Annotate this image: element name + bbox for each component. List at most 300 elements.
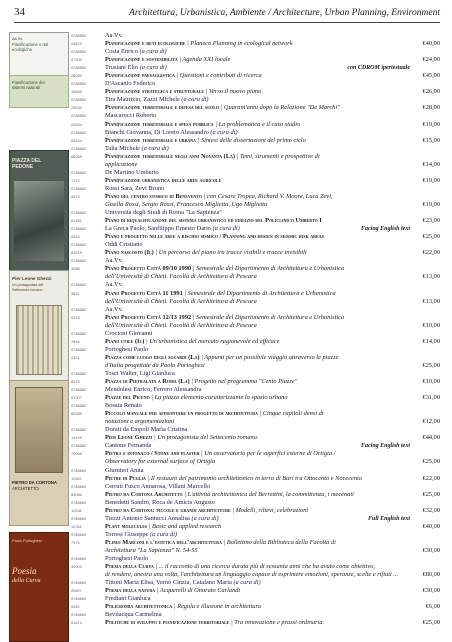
author-name: Portoghesi Paolo (105, 555, 149, 563)
isbn-code: 3268 (71, 266, 80, 272)
isbn-code: 9352 (71, 604, 80, 610)
isbn-code: 7646 (71, 338, 80, 344)
author-line (71, 611, 440, 619)
cover-text: Un protagonista del (12, 283, 44, 287)
book-title[interactable]: Piccolo manuale per affrontare un progetto di architettura (105, 410, 258, 418)
isbn-code: 9788882 (71, 596, 87, 602)
author-name: Tiezzi Antonio Santucci Annalisa (105, 514, 190, 522)
continuation-line (71, 458, 440, 466)
author-name: Tira Maurizio, Zazzi Michele (105, 96, 180, 104)
title-line (71, 121, 440, 129)
title-line (71, 249, 440, 257)
cover-text: PIETRO DA CORTONA (12, 480, 57, 485)
author-line (71, 209, 440, 217)
book-title[interactable]: Pianificazione e sostenibilità (105, 56, 178, 64)
book-subtitle: | Semestrale del Dipartimento di Architettura e Urbanistica (182, 289, 336, 297)
price: €80,00 (422, 571, 440, 579)
author-name: Aa.Vv. (105, 305, 123, 313)
title-line (71, 563, 440, 571)
price: €31,00 (422, 394, 440, 402)
title-line (71, 217, 440, 225)
isbn-code: 82085 (71, 411, 82, 417)
title-line (71, 354, 440, 362)
book-subtitle: | Un'urbanistica del mercato ragionevole ed efficace (144, 337, 280, 345)
book-title[interactable]: Policromia architettonica (105, 603, 173, 611)
title-line (71, 153, 440, 161)
continuation-line (71, 273, 440, 281)
book-subtitle: | Questioni e contributi di ricerca (174, 72, 262, 80)
author-line (71, 531, 440, 539)
author-line (71, 306, 440, 314)
continuation-line (71, 418, 440, 426)
isbn-code: 2351 (71, 354, 80, 360)
book-subtitle: | La problematica e il caso studio (213, 120, 301, 128)
editor-note: (a cura di) (148, 530, 178, 538)
isbn-code: 11784 (71, 523, 82, 529)
book-subtitle: | Sintesi delle dissertazioni del primo ciclo (196, 136, 306, 144)
book-subtitle: | Un protagonista del Settecento romano (152, 434, 257, 442)
author-name: Trusiani Elio (105, 64, 139, 72)
price: €19,00 (422, 176, 440, 184)
book-title[interactable]: Poesia della Curva (105, 563, 154, 571)
author-line (71, 48, 440, 56)
author-name: Portoghesi Paolo (105, 345, 149, 353)
price: €19,00 (422, 120, 440, 128)
continuation-line (71, 571, 440, 579)
isbn-code: 25634 (71, 105, 82, 111)
title-line (71, 56, 440, 64)
book-title[interactable]: Piano Progetto Città 09/10 1990 (105, 265, 192, 273)
book-subtitle-continued: dell'Università di Chieti. Facoltà di Architettura di Pescara (105, 321, 257, 329)
isbn-code: 9788882 (71, 145, 87, 151)
isbn-code: 9788882 (71, 113, 87, 119)
edition-note: Facing English text (360, 226, 410, 233)
author-line (71, 241, 440, 249)
author-name: Oddi Cristiano (105, 241, 143, 249)
author-line (71, 467, 440, 475)
continuation-line (71, 322, 440, 330)
price: €26,00 (422, 88, 440, 96)
cover-text: Settecento romano (12, 288, 43, 292)
price: €13,00 (422, 297, 440, 305)
book-title[interactable]: Pietro da Cortona Architetto (105, 490, 183, 498)
title-line (71, 539, 440, 547)
book-title[interactable]: Piano e progetto nelle aree a rischio sismico / Planning and design in seismic risk areas (105, 233, 324, 241)
book-title[interactable]: Piazza come luogo degli sguardi (La) (105, 353, 200, 361)
isbn-code: 15696 (71, 89, 82, 95)
editor-note: (a cura di) (189, 514, 219, 522)
price: €30,00 (422, 547, 440, 554)
price: €12,00 (422, 418, 440, 426)
author-line (71, 555, 440, 563)
author-name: Rossi Sara, Zevi Bruno (105, 184, 165, 192)
cover-poesia-della-curva[interactable] (9, 532, 69, 642)
cover-pietro-da-cortona[interactable] (9, 380, 69, 526)
title-line (71, 290, 440, 298)
price: €32,00 (422, 506, 440, 514)
cover-text: Aa.Vv. (12, 37, 23, 41)
author-line (71, 64, 440, 72)
continuation-line (71, 298, 440, 306)
isbn-code: 39003 (71, 564, 82, 570)
book-subtitle: | Agenda XXI locale (177, 56, 231, 64)
author-name: Aa.Vv. (105, 257, 123, 265)
cover-text: Pianificazione dei (12, 80, 45, 85)
book-title[interactable]: Pianificazione territoriale negli anni Novanta (La) (105, 152, 235, 160)
editor-note: (a cura di) (231, 579, 261, 587)
book-subtitle: | con Cesare Tropea, Richard V. Moore, Luca Zevi, (202, 192, 333, 200)
cover-pier-leone-ghezzi[interactable] (9, 270, 69, 382)
author-line (71, 185, 440, 193)
author-name: Giurnieri Anita (105, 466, 144, 474)
cover-text: ecologiche (12, 47, 33, 52)
price: €19,00 (422, 200, 440, 208)
title-line (71, 434, 440, 442)
cover-photo (14, 181, 64, 261)
book-subtitle: | Appunti per un possibile viaggio attraverso le piazze (199, 353, 339, 361)
author-line (71, 281, 440, 289)
book-title[interactable]: Pianificazione territoriale e difesa del suolo (105, 104, 219, 112)
isbn-code: 9788882 (71, 242, 87, 248)
isbn-code: 28090 (71, 73, 82, 79)
title-line (71, 394, 440, 402)
title-line (71, 410, 440, 418)
isbn-code: 04872 (71, 41, 82, 47)
book-title[interactable]: Pier Leone Ghezzi (105, 434, 153, 442)
book-subtitle: | ... il racconto di una ricerca durata più di sessanta anni che ha avuto come obiettivo, (153, 563, 375, 571)
book-title[interactable]: Piazza di Pietralata a Roma (La) (105, 378, 190, 386)
title-line (71, 72, 440, 80)
price: €23,00 (422, 217, 440, 225)
isbn-code: 9788882 (71, 612, 87, 618)
price: €24,00 (422, 56, 440, 64)
price: €10,00 (422, 321, 440, 329)
book-subtitle: | Modelli, rilievi, celebrazioni (230, 506, 309, 514)
isbn-code: 75006 (71, 451, 82, 457)
price: €30,00 (422, 587, 440, 595)
isbn-code: 9788882 (71, 33, 87, 38)
cover-text: PEDONE (12, 164, 34, 170)
author-line (71, 442, 440, 450)
book-title[interactable]: Piano del centro storico di Benevento (105, 192, 203, 200)
book-subtitle: | Cinque capitoli densi di (257, 410, 324, 418)
author-name: Bianchi Giovanna, Di Loreto Alessandro (105, 128, 209, 136)
title-line (71, 619, 440, 627)
isbn-code: 9788882 (71, 97, 87, 103)
author-line (71, 145, 440, 153)
book-title[interactable]: Pianificazione territoriale e spesa pubblica (105, 120, 214, 128)
isbn-code: 9788882 (71, 531, 87, 537)
isbn-code: 11038 (71, 507, 82, 513)
isbn-code: 9788882 (71, 169, 87, 175)
author-line (71, 330, 440, 338)
book-subtitle: | La piazza elemento caratterizzante lo spazio urbano (149, 394, 288, 402)
isbn-code: 8476 (71, 379, 80, 385)
price: €22,00 (422, 249, 440, 257)
price: €25,00 (422, 619, 440, 627)
author-name: De Martino Umberto (105, 168, 159, 176)
isbn-code: 9788882 (71, 443, 87, 449)
book-title[interactable]: Politiche di sviluppo e pianificazione territoriale (105, 619, 230, 627)
book-subtitle-continued: dell'Università di Chieti. Facoltà di Architettura di Pescara (105, 273, 257, 281)
price: €25,00 (422, 361, 440, 369)
isbn-code: 9788882 (71, 483, 87, 489)
title-line (71, 491, 440, 499)
continuation-line (71, 547, 440, 555)
author-line (71, 595, 440, 603)
book-subtitle-continued: d'Italia progettate da Paolo Portoghesi (105, 361, 205, 369)
book-title[interactable]: Plinio Marconi e l'estetica dell'architettura (105, 538, 222, 546)
isbn-code: 9788882 (71, 185, 87, 191)
price: €22,00 (422, 474, 440, 482)
isbn-code: 9788882 (71, 556, 87, 562)
book-subtitle-continued: notazioni e argomentazioni (105, 418, 175, 426)
book-title[interactable]: Plant molecules (105, 522, 148, 530)
cover-pianificazione-sostenibilita[interactable] (9, 75, 69, 108)
book-subtitle-continued: Gisella Rossi, Sergio Rossi, Francesco Miglietta, Ugo Miglietta (105, 200, 268, 208)
book-title[interactable]: Pietre di Puglia (105, 474, 146, 482)
book-title[interactable]: Poesia della natura (105, 587, 156, 595)
author-line (71, 515, 440, 523)
isbn-code: 9788882 (71, 81, 87, 87)
page-header (14, 6, 440, 22)
page-number: 34 (14, 6, 25, 18)
author-line (71, 225, 440, 233)
author-name: D'Ascanio Federico (105, 80, 156, 88)
isbn-code: 9788882 (71, 515, 87, 521)
isbn-code: 14109 (71, 435, 82, 441)
price: €40,00 (422, 40, 440, 48)
price: €44,00 (422, 434, 440, 442)
edition-note: Facing English text (360, 443, 410, 450)
title-line (71, 193, 440, 201)
book-subtitle: | Un percorso del piano tra tracce visibili e tracce invisibili (153, 249, 307, 257)
isbn-code: 7376 (71, 539, 80, 545)
price: €13,00 (422, 273, 440, 281)
book-title[interactable]: Piano di riqualificazione del sistema urbanistico ed edilizio del Policlinico Umberto I (105, 217, 322, 225)
title-line (71, 104, 440, 112)
isbn-code: 9788882 (71, 346, 87, 352)
book-title[interactable]: Piano Progetto Città 12/13 1992 (105, 313, 192, 321)
continuation-line (71, 362, 440, 370)
book-subtitle: | L'attività architettonica del Berrettini, la committenza, i mecenati (182, 490, 354, 498)
cover-text: Poesia (12, 566, 37, 576)
book-subtitle: | Bollettino della Biblioteca della Facoltà di (221, 538, 336, 546)
book-title[interactable]: Pianificazione paesaggistica (105, 72, 175, 80)
editor-note: (a cura di) (137, 48, 167, 56)
isbn-code: 9788882 (71, 387, 87, 393)
cover-illustration (15, 387, 63, 473)
isbn-code: 9788882 (71, 467, 87, 473)
title-line (71, 40, 440, 48)
author-name: Crocioni Giovanni (105, 329, 153, 337)
title-line (71, 378, 440, 386)
title-line (71, 88, 440, 96)
author-line (71, 386, 440, 394)
isbn-code: 9788882 (71, 306, 87, 312)
editor-note: (a cura di) (211, 225, 240, 233)
isbn-code: 9788882 (71, 580, 87, 586)
isbn-code: 9788882 (71, 499, 87, 505)
isbn-code: 20827 (71, 588, 82, 594)
isbn-code: 2672 (71, 193, 80, 199)
book-subtitle: | Basic and applied research (147, 522, 222, 530)
author-line (71, 257, 440, 265)
author-name: La Greca Paolo, Sanfilippo Ernesto Dario (105, 225, 212, 233)
author-name: Bevilacqua Carmelina (105, 611, 162, 619)
isbn-code: 9788882 (71, 49, 87, 55)
price: €45,00 (422, 72, 440, 80)
price: €14,00 (422, 160, 440, 168)
book-subtitle: | Un osservatorio per le superfici esterne di Ortigia / (199, 450, 336, 458)
book-title[interactable]: Piano nascosto (Il) (105, 249, 154, 257)
isbn-code: 9788882 (71, 403, 87, 409)
cover-piazza-del-pedone[interactable] (9, 150, 69, 272)
author-name: Torresi Giuseppe (105, 530, 149, 538)
isbn-code: 9788882 (71, 282, 87, 288)
book-title[interactable]: Piano Progetto Città 11 1991 (105, 289, 183, 297)
book-subtitle-continued: dell'Università di Chieti. Facoltà di Architettura di Pescara (105, 297, 257, 305)
author-line (71, 96, 440, 104)
isbn-code: 07200 (71, 57, 82, 63)
book-subtitle: | Quarant'anni dopo la Relazione "De Marchi" (218, 104, 340, 112)
isbn-code: 29934 (71, 121, 82, 127)
editor-note: (a cura di) (208, 128, 238, 136)
catalog-entries (71, 32, 440, 640)
isbn-code: 81165 (71, 218, 82, 224)
author-line (71, 169, 440, 177)
continuation-line (71, 161, 440, 169)
book-title[interactable]: Pianificazione territoriale e urbana (105, 136, 197, 144)
price: €14,00 (422, 337, 440, 345)
title-line (71, 603, 440, 611)
title-line (71, 233, 440, 241)
book-subtitle-continued: Observatory for external surface of Ortigia (105, 458, 216, 466)
isbn-code: 9788882 (71, 65, 87, 71)
price: €25,00 (422, 458, 440, 466)
title-line (71, 475, 440, 483)
book-subtitle: | Il restauro del patrimonio architettonico in terra di Bari tra Ottocento e Novecento (145, 474, 362, 482)
book-subtitle: | Temi, strumenti e prospettive di (234, 152, 320, 160)
book-title[interactable]: Piano utile (Il) (105, 337, 145, 345)
running-title: Architettura, Urbanistica, Ambiente / Architecture, Urban Planning, Environment (129, 8, 440, 18)
price: €6,00 (425, 603, 440, 611)
author-name: Dorati da Empoli Maria Cristina (105, 426, 188, 434)
isbn-code: 5376 (71, 314, 80, 320)
cover-text: Pianificazione e reti (12, 42, 49, 47)
editor-note: (a cura di) (138, 64, 167, 72)
price: €25,00 (422, 233, 440, 241)
author-name: Aa.Vv. (105, 32, 123, 39)
isbn-code: 1712 (71, 177, 80, 183)
author-name: Università degli Studi di Roma "La Sapienza" (105, 209, 222, 217)
book-subtitle: | Acquerelli di Onorato Carlandi (155, 587, 241, 595)
author-name: Bosata Renato (105, 402, 142, 410)
author-name: Cantone Fernanda (105, 442, 152, 450)
book-title[interactable]: Pietra e intonaco / Stone and plaster (105, 450, 200, 458)
author-line (71, 499, 440, 507)
header-rule (14, 22, 440, 23)
price: €25,00 (422, 490, 440, 498)
title-line (71, 450, 440, 458)
author-line (71, 426, 440, 434)
price: €15,00 (422, 136, 440, 144)
cover-text: sistemi naturali (12, 85, 40, 90)
book-title[interactable]: Piazze del Piceno (105, 394, 150, 402)
cover-illustration (16, 305, 62, 375)
isbn-code: 84919 (71, 250, 82, 256)
book-subtitle: | Regola e illusione in architettura (172, 603, 262, 611)
author-line (71, 129, 440, 137)
isbn-code: 9788882 (71, 330, 87, 336)
book-subtitle: | Tra innovazione e prassi ordinaria. (229, 619, 325, 627)
book-subtitle-continued: Architettura "La Sapienza" N. 54-55 (105, 547, 198, 554)
edition-note: con CDROM ipertestuale (347, 65, 410, 72)
book-title[interactable]: Pianificazione strategica e strutturale (105, 88, 205, 96)
book-title[interactable]: Pietro da Cortona: piccole e grandi architetture (105, 506, 231, 514)
author-line (71, 32, 440, 40)
cover-text: PIAZZA DEL (12, 158, 42, 164)
title-line (71, 523, 440, 531)
author-name: Tittoni Maria Elisa, Verno Cinzia, Catalano Maria (105, 579, 232, 587)
author-line (71, 80, 440, 88)
isbn-code: 9788882 (71, 370, 87, 376)
editor-note: (a cura di) (139, 144, 169, 152)
author-name: Benedetti Sandro, Roca de Amicis Augusto (105, 498, 215, 506)
price: €40,00 (422, 522, 440, 530)
isbn-code: 01307 (71, 395, 82, 401)
isbn-code: 68059 (71, 153, 82, 159)
isbn-code: 9788882 (71, 258, 87, 264)
edition-note: Full English text (367, 515, 410, 522)
book-subtitle: | Semestrale del Dipartimento di Architettura e Urbanistica (191, 265, 345, 273)
cover-text: Pier Leone Ghezzi (12, 276, 52, 281)
isbn-code: 81874 (71, 620, 82, 626)
author-line (71, 402, 440, 410)
author-name: Talia Michele (105, 144, 140, 152)
author-name: Mascarucci Roberto (105, 112, 157, 120)
price: €10,00 (422, 378, 440, 386)
title-line (71, 265, 440, 273)
isbn-code: 3651 (71, 290, 80, 296)
author-name: Costa Enrico (105, 48, 138, 56)
title-line (71, 587, 440, 595)
cover-text: ARCHITETTO (12, 486, 39, 491)
continuation-line (71, 201, 440, 209)
author-line (71, 370, 440, 378)
author-line (71, 579, 440, 587)
title-line (71, 177, 440, 185)
isbn-code: 9788882 (71, 427, 87, 433)
book-title[interactable]: Pianificazione urbanistica delle aree agricole (105, 176, 222, 184)
author-name: Aa.Vv. (105, 281, 123, 289)
book-title[interactable]: Pianificazione e reti ecologiche (105, 40, 186, 48)
title-line (71, 338, 440, 346)
author-name: Tosci Walter, Ligi Gianluca (105, 369, 175, 377)
isbn-code: 9788882 (71, 210, 87, 216)
isbn-code: 9788882 (71, 226, 87, 232)
author-name: Cerruti Fusco Annarosa, Villani Marcello (105, 482, 211, 490)
author-name: Frediani Gianluca (105, 595, 151, 603)
book-subtitle-continued: di rendere, ancora una volta, l'architettura un linguaggio capace di esprimere emozioni, speranze, scelte e rifiuti ... (105, 571, 399, 579)
cover-text: della Curva (12, 578, 41, 584)
title-line (71, 314, 440, 322)
author-line (71, 483, 440, 491)
cover-text: Paolo Portoghesi (12, 538, 42, 543)
title-line (71, 507, 440, 515)
author-line (71, 112, 440, 120)
author-name: Mendolesi Enrico, Ferrero Alessandra (105, 386, 202, 394)
